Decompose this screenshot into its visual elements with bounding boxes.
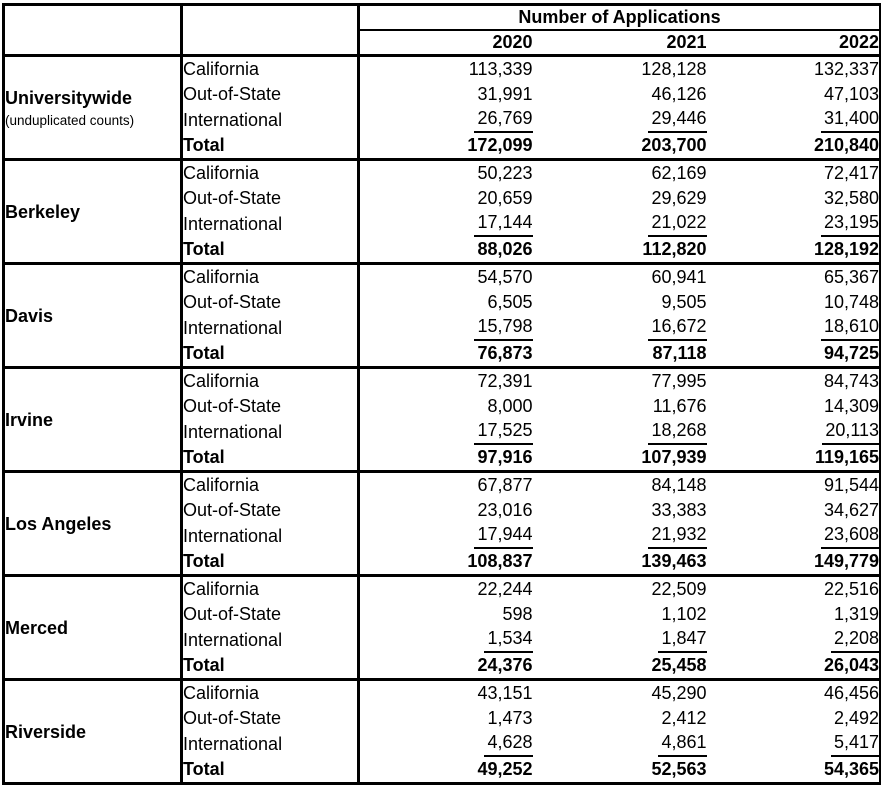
campus-name: Los Angeles (5, 513, 112, 534)
campus-name: Riverside (5, 721, 87, 742)
residency-label: Out-of-State (182, 394, 359, 420)
value-cell: 62,169 (651, 162, 707, 183)
total-value-cell: 52,563 (651, 759, 707, 780)
value-cell (533, 628, 707, 654)
campus-section-riverside (4, 680, 881, 784)
value-cell (707, 628, 881, 654)
value-cell: 43,151 (477, 682, 533, 703)
residency-label: California (182, 264, 359, 290)
value-cell (707, 108, 881, 134)
residency-label: California (182, 472, 359, 498)
underlined-value: 23,195 (821, 212, 881, 237)
table-row (4, 472, 881, 498)
total-value-cell: 139,463 (641, 551, 707, 572)
value-cell: 22,509 (651, 578, 707, 599)
total-value-cell: 54,365 (823, 759, 880, 780)
residency-label: California (182, 160, 359, 186)
total-value-cell: 210,840 (813, 135, 880, 156)
total-value-cell: 107,939 (641, 447, 707, 468)
value-cell (533, 732, 707, 758)
residency-label: Out-of-State (182, 290, 359, 316)
value-cell: 10,748 (823, 292, 880, 312)
table-row (4, 576, 881, 602)
campus-section-universitywide (4, 56, 881, 160)
value-cell: 2,412 (661, 708, 707, 728)
campus-name-cell (4, 368, 182, 472)
campus-name-cell (4, 472, 182, 576)
table-header (4, 5, 881, 56)
total-value-cell: 24,376 (477, 655, 533, 676)
total-value-cell: 25,458 (651, 655, 707, 676)
header-title-row (4, 5, 881, 30)
value-cell: 598 (502, 604, 533, 624)
value-cell: 34,627 (823, 500, 880, 520)
underlined-value: 5,417 (831, 732, 881, 757)
campus-section-davis (4, 264, 881, 368)
value-cell (707, 316, 881, 342)
total-value-cell: 26,043 (823, 655, 880, 676)
value-cell: 8,000 (487, 396, 533, 416)
underlined-value: 4,861 (658, 732, 706, 757)
residency-label: Out-of-State (182, 82, 359, 108)
underlined-value: 21,932 (648, 524, 706, 549)
underlined-value: 1,847 (658, 628, 706, 653)
total-value-cell: 119,165 (814, 447, 880, 468)
corner-cell-campus (4, 5, 182, 56)
year-column-2022: 2022 (838, 31, 880, 52)
value-cell: 54,570 (477, 266, 533, 287)
value-cell (359, 732, 533, 758)
residency-label: California (182, 56, 359, 82)
underlined-value: 29,446 (648, 108, 706, 133)
value-cell: 14,309 (823, 396, 880, 416)
residency-label: California (182, 576, 359, 602)
value-cell (359, 316, 533, 342)
underlined-value: 20,113 (822, 420, 880, 445)
campus-name-cell (4, 264, 182, 368)
year-column-2020: 2020 (492, 31, 533, 52)
value-cell: 32,580 (823, 188, 880, 208)
value-cell: 31,991 (477, 84, 533, 104)
value-cell: 46,456 (823, 682, 880, 703)
value-cell (359, 108, 533, 134)
value-cell: 65,367 (823, 266, 880, 287)
value-cell: 47,103 (823, 84, 880, 104)
campus-name: Davis (5, 305, 54, 326)
campus-section-irvine (4, 368, 881, 472)
value-cell (533, 108, 707, 134)
total-value-cell: 97,916 (477, 447, 533, 468)
value-cell (533, 212, 707, 238)
campus-section-los-angeles (4, 472, 881, 576)
campus-section-berkeley (4, 160, 881, 264)
campus-name-cell (4, 576, 182, 680)
residency-label: California (182, 368, 359, 394)
value-cell: 60,941 (651, 266, 707, 287)
residency-label: International (182, 108, 359, 134)
residency-label: International (182, 628, 359, 654)
value-cell (533, 524, 707, 550)
value-cell: 45,290 (651, 682, 707, 703)
table-row (4, 56, 881, 82)
value-cell: 84,743 (823, 370, 880, 391)
value-cell (359, 420, 533, 446)
total-label: Total (182, 758, 359, 784)
total-value-cell: 172,099 (467, 135, 533, 156)
value-cell: 113,339 (468, 58, 533, 79)
value-cell (359, 524, 533, 550)
total-value-cell: 94,725 (823, 343, 880, 364)
campus-name: Merced (5, 617, 69, 638)
total-label: Total (182, 342, 359, 368)
residency-label: California (182, 680, 359, 706)
value-cell (533, 316, 707, 342)
value-cell: 29,629 (651, 188, 707, 208)
value-cell (359, 628, 533, 654)
document-page (0, 3, 881, 804)
value-cell: 6,505 (487, 292, 533, 312)
value-cell: 33,383 (651, 500, 707, 520)
value-cell: 9,505 (661, 292, 707, 312)
total-label: Total (182, 654, 359, 680)
value-cell: 23,016 (477, 500, 533, 520)
residency-label: International (182, 316, 359, 342)
underlined-value: 16,672 (648, 316, 706, 341)
total-value-cell: 88,026 (477, 239, 533, 260)
table-row (4, 680, 881, 706)
total-value-cell: 203,700 (641, 135, 707, 156)
underlined-value: 18,610 (821, 316, 881, 341)
total-value-cell: 149,779 (813, 551, 880, 572)
campus-name: Berkeley (5, 201, 81, 222)
value-cell: 22,516 (823, 578, 880, 599)
residency-label: Out-of-State (182, 186, 359, 212)
total-value-cell: 128,192 (813, 239, 880, 260)
year-column-2021: 2021 (666, 31, 707, 52)
value-cell: 1,473 (487, 708, 533, 728)
value-cell (707, 732, 881, 758)
residency-label: International (182, 732, 359, 758)
value-cell: 1,102 (661, 604, 707, 624)
value-cell (707, 524, 881, 550)
campus-name: Universitywide (5, 87, 133, 108)
value-cell: 20,659 (477, 188, 533, 208)
value-cell (707, 212, 881, 238)
value-cell: 91,544 (823, 474, 880, 495)
value-cell: 77,995 (651, 370, 707, 391)
value-cell (533, 420, 707, 446)
total-value-cell: 76,873 (477, 343, 533, 364)
campus-name-cell (4, 160, 182, 264)
value-cell: 67,877 (477, 474, 533, 495)
value-cell: 50,223 (477, 162, 533, 183)
residency-label: International (182, 420, 359, 446)
value-cell: 72,417 (823, 162, 880, 183)
residency-label: Out-of-State (182, 706, 359, 732)
total-value-cell: 112,820 (642, 239, 707, 260)
residency-label: Out-of-State (182, 498, 359, 524)
table-row (4, 264, 881, 290)
campus-name: Irvine (5, 409, 54, 430)
corner-cell-category (182, 5, 359, 56)
applications-table (2, 3, 881, 785)
total-label: Total (182, 550, 359, 576)
total-value-cell: 108,837 (467, 551, 533, 572)
table-row (4, 160, 881, 186)
campus-name-cell (4, 680, 182, 784)
value-cell: 132,337 (813, 58, 880, 79)
value-cell: 128,128 (641, 58, 707, 79)
underlined-value: 31,400 (821, 108, 881, 133)
underlined-value: 17,525 (474, 420, 532, 445)
total-value-cell: 49,252 (477, 759, 533, 780)
total-value-cell: 87,118 (652, 343, 707, 364)
value-cell: 2,492 (833, 708, 880, 728)
residency-label: International (182, 524, 359, 550)
value-cell: 11,676 (652, 396, 707, 416)
value-cell (707, 420, 881, 446)
underlined-value: 15,798 (474, 316, 532, 341)
underlined-value: 4,628 (484, 732, 532, 757)
table-row (4, 368, 881, 394)
value-cell: 22,244 (477, 578, 533, 599)
residency-label: International (182, 212, 359, 238)
total-label: Total (182, 446, 359, 472)
value-cell (359, 212, 533, 238)
underlined-value: 23,608 (821, 524, 881, 549)
value-cell: 1,319 (833, 604, 880, 624)
campus-note: (unduplicated counts) (5, 112, 135, 128)
residency-label: Out-of-State (182, 602, 359, 628)
value-cell: 84,148 (651, 474, 707, 495)
underlined-value: 17,144 (474, 212, 532, 237)
table-title: Number of Applications (359, 5, 881, 30)
underlined-value: 2,208 (831, 628, 881, 653)
campus-name-cell (4, 56, 182, 160)
total-label: Total (182, 238, 359, 264)
underlined-value: 17,944 (474, 524, 532, 549)
value-cell: 46,126 (651, 84, 707, 104)
total-label: Total (182, 134, 359, 160)
underlined-value: 18,268 (648, 420, 706, 445)
underlined-value: 26,769 (474, 108, 532, 133)
underlined-value: 21,022 (648, 212, 706, 237)
underlined-value: 1,534 (484, 628, 532, 653)
campus-section-merced (4, 576, 881, 680)
value-cell: 72,391 (477, 370, 533, 391)
